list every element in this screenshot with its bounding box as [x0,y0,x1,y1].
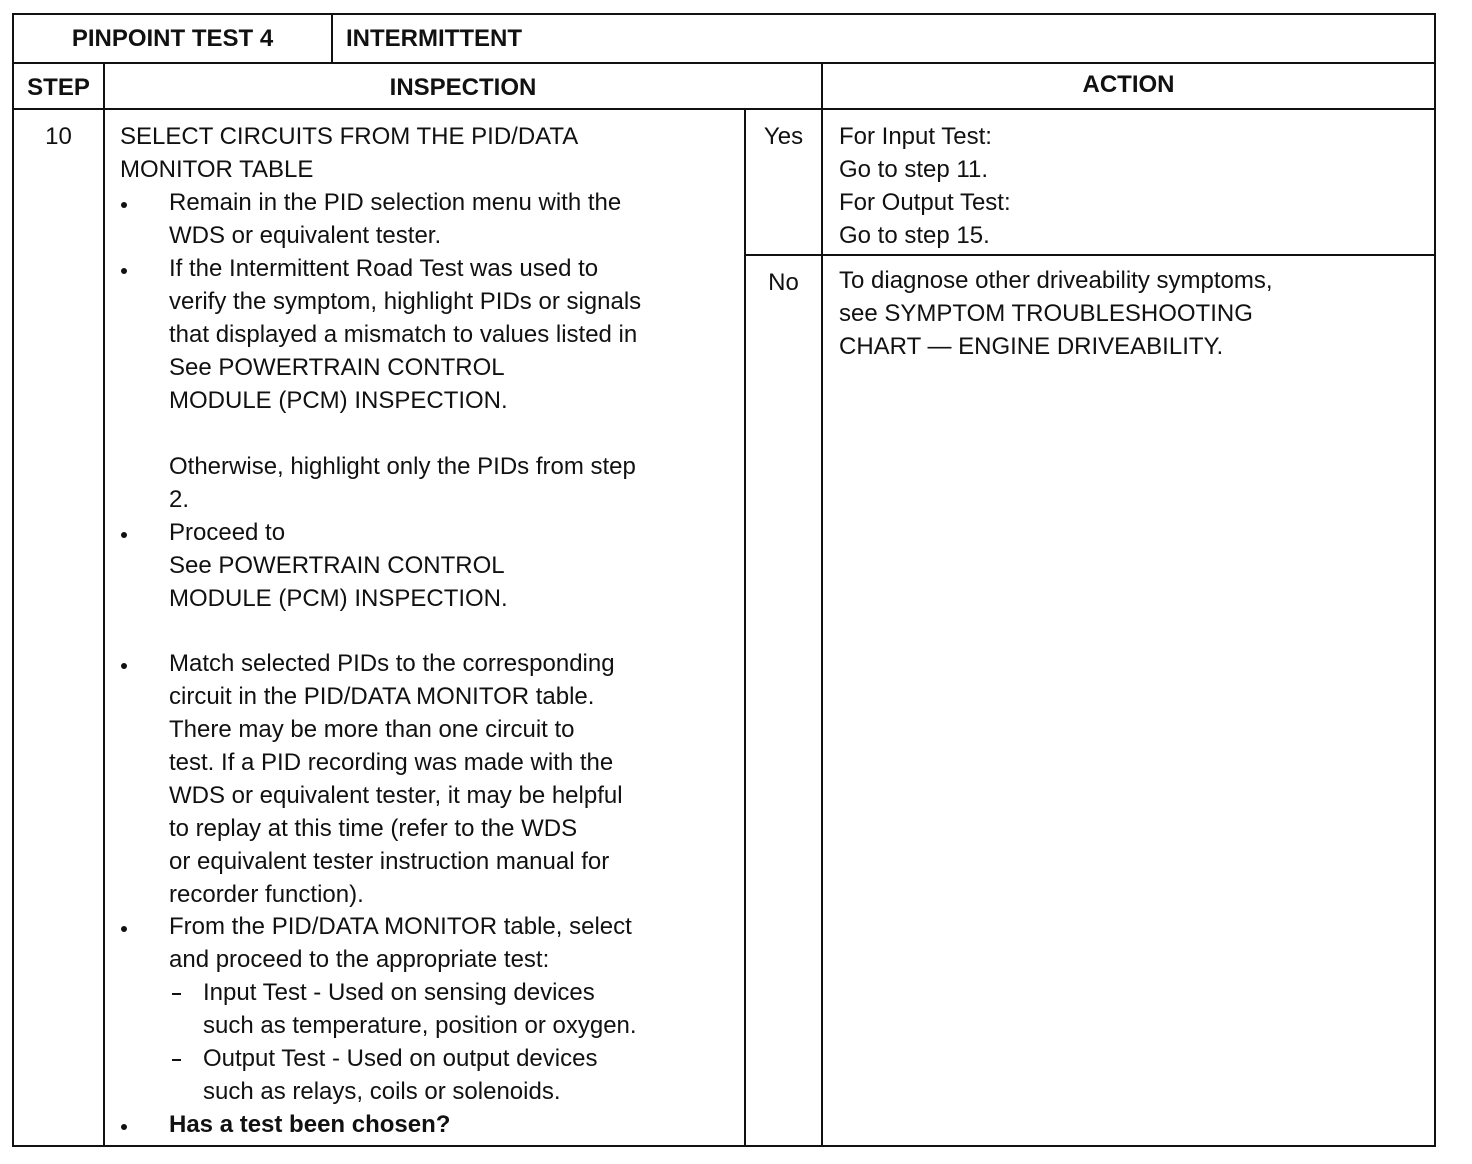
bullet-icon [121,532,127,538]
bullet-line: verify the symptom, highlight PIDs or signals [169,288,642,315]
action-line: CHART — ENGINE DRIVEABILITY. [839,333,1224,360]
table-border-bottom [12,1145,1436,1147]
bullet-icon [121,1124,127,1130]
bullet-icon [121,202,127,208]
table-border-right [1434,13,1436,1147]
action-column-header: ACTION [1082,71,1175,98]
bullet-line: and proceed to the appropriate test: [169,946,550,973]
action-line: For Output Test: [839,189,1011,216]
answer-yes-label: Yes [763,123,804,150]
bullet-line: Match selected PIDs to the corresponding [169,650,615,677]
subitem-line: such as temperature, position or oxygen. [203,1012,637,1039]
bullet-line: or equivalent tester instruction manual for [169,848,610,875]
pinpoint-test-title: INTERMITTENT [346,25,522,52]
table-border-top [12,13,1436,15]
bullet-line: See POWERTRAIN CONTROL [169,552,505,579]
dash-icon [172,993,181,995]
column-header-divider [12,108,1436,110]
bullet-line: Remain in the PID selection menu with the [169,189,622,216]
subitem-line: Output Test - Used on output devices [203,1045,598,1072]
header-divider [12,62,1436,64]
answer-no-label: No [768,269,799,296]
bullet-icon [121,268,127,274]
inspection-column-divider [744,108,746,1147]
inspection-title-line: MONITOR TABLE [120,156,314,183]
bullet-line: See POWERTRAIN CONTROL [169,354,505,381]
bullet-line: WDS or equivalent tester. [169,222,442,249]
bullet-icon [121,663,127,669]
bullet-line: WDS or equivalent tester, it may be helpful [169,782,623,809]
bullet-line: MODULE (PCM) INSPECTION. [169,585,508,612]
dash-icon [172,1059,181,1061]
action-line: For Input Test: [839,123,992,150]
inspection-column-header: INSPECTION [389,74,537,101]
step-column-divider [103,62,105,1147]
table-border-left [12,13,14,1147]
title-cell-divider [331,13,333,63]
answer-row-divider [744,254,1436,256]
step-column-header: STEP [27,74,90,101]
bullet-line: MODULE (PCM) INSPECTION. [169,387,508,414]
inspection-title-line: SELECT CIRCUITS FROM THE PID/DATA [120,123,579,150]
bullet-line: circuit in the PID/DATA MONITOR table. [169,683,595,710]
bullet-line: Proceed to [169,519,286,546]
action-line: To diagnose other driveability symptoms, [839,267,1273,294]
bullet-line: 2. [169,486,190,513]
bullet-line: that displayed a mismatch to values listed in [169,321,638,348]
pinpoint-test-label: PINPOINT TEST 4 [71,25,274,52]
bullet-line: recorder function). [169,881,364,908]
action-column-divider [821,62,823,1147]
question-line: Has a test been chosen? [169,1111,451,1138]
bullet-line: There may be more than one circuit to [169,716,575,743]
action-line: Go to step 15. [839,222,990,249]
action-line: Go to step 11. [839,156,988,183]
step-number: 10 [45,123,72,150]
bullet-line: test. If a PID recording was made with the [169,749,614,776]
bullet-line: From the PID/DATA MONITOR table, select [169,913,632,940]
bullet-line: Otherwise, highlight only the PIDs from step [169,453,636,480]
bullet-line: to replay at this time (refer to the WDS [169,815,578,842]
action-line: see SYMPTOM TROUBLESHOOTING [839,300,1253,327]
bullet-icon [121,926,127,932]
bullet-line: If the Intermittent Road Test was used to [169,255,599,282]
subitem-line: such as relays, coils or solenoids. [203,1078,561,1105]
subitem-line: Input Test - Used on sensing devices [203,979,595,1006]
